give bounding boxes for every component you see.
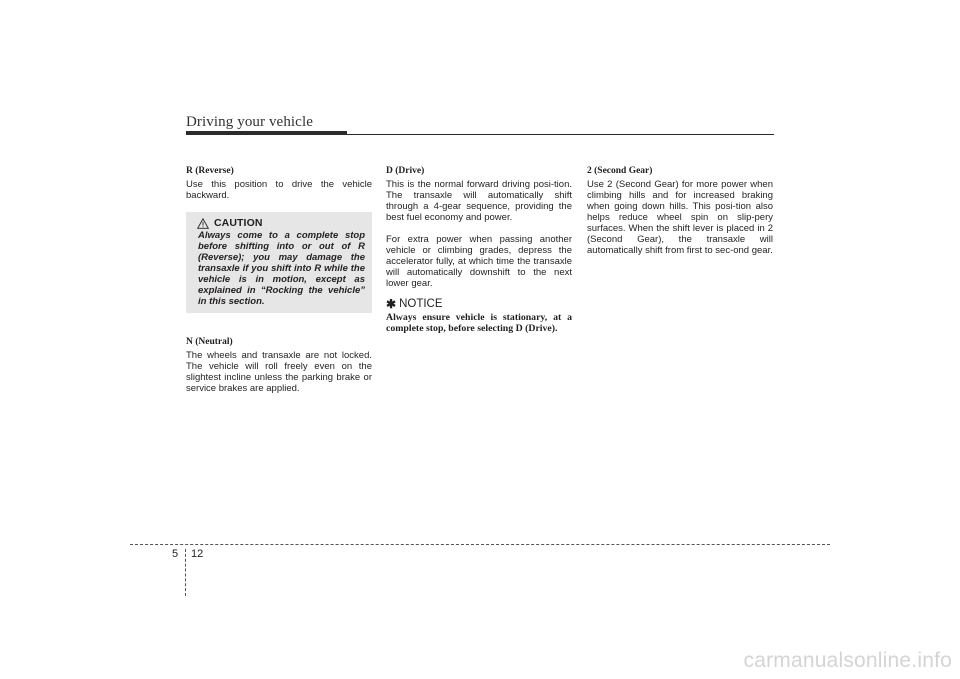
caution-title: CAUTION: [214, 217, 263, 229]
notice-star-icon: ✱: [386, 297, 397, 311]
neutral-body: The wheels and transaxle are not locked. The vehicle will roll freely even on the slightest incline unless the parking brake or service brakes are applied.: [186, 350, 372, 394]
caution-text: Always come to a complete stop before shifting into or out of R (Reverse); you may damage the transaxle if you shift into R while the vehicle is in motion, except as explained in “Rocking the vehicle” in this section.: [198, 230, 365, 307]
paragraph-gap: [386, 223, 572, 234]
warning-triangle-icon: [197, 218, 209, 229]
caution-box: [186, 212, 372, 313]
column-left: [186, 166, 372, 394]
column-middle: [386, 166, 572, 334]
header-rule-thin: [186, 134, 774, 135]
drive-body-1: This is the normal forward driving posi-tion. The transaxle will automatically shift through a 4-gear sequence, providing the best fuel economy and power.: [386, 179, 572, 223]
caution-header: [193, 217, 365, 229]
page-number: 12: [191, 548, 204, 560]
reverse-body: Use this position to drive the vehicle backward.: [186, 179, 372, 201]
watermark-text: carmanualsonline.info: [743, 649, 952, 672]
neutral-heading: N (Neutral): [186, 337, 233, 347]
second-gear-heading: 2 (Second Gear): [587, 166, 653, 176]
notice-text: Always ensure vehicle is stationary, at a complete stop, before selecting D (Drive).: [386, 312, 572, 334]
section-number: 5: [172, 548, 179, 560]
column-right: [587, 166, 773, 256]
drive-heading: D (Drive): [386, 166, 425, 176]
footer-vertical-dashed-rule: [185, 549, 186, 596]
footer-dashed-rule: [130, 544, 830, 545]
notice-header: [386, 298, 572, 310]
reverse-heading: R (Reverse): [186, 166, 234, 176]
notice-title: NOTICE: [399, 298, 443, 310]
drive-body-2: For extra power when passing another vehicle or climbing grades, depress the accelerator fully, at which time the transaxle will automatically downshift to the next lower gear.: [386, 234, 572, 289]
page-header-title: Driving your vehicle: [186, 114, 313, 130]
second-gear-body: Use 2 (Second Gear) for more power when climbing hills and for increased braking when going down hills. This posi-tion also helps reduce wheel spin on slip-pery surfaces. When the shift lever is placed in 2 (Second Gear), the transaxle will automatically shift from first to sec-ond gear.: [587, 179, 773, 256]
